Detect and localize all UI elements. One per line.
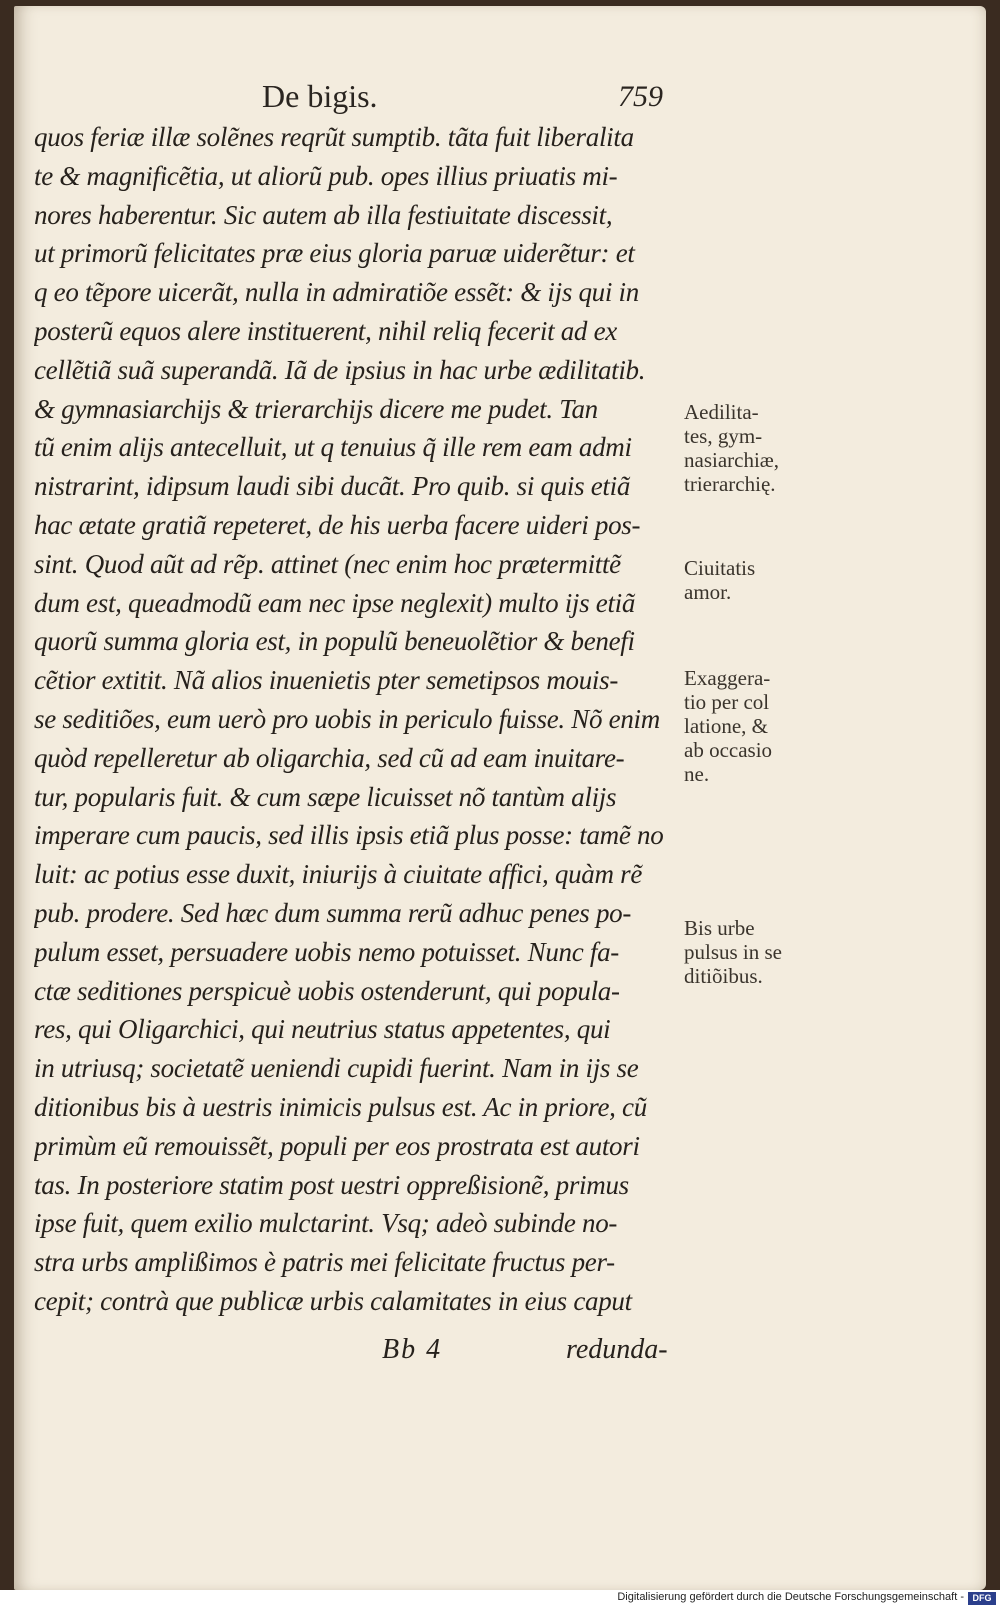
text-line: quorũ summa gloria est, in populũ beneuolẽtior & benefi bbox=[34, 626, 635, 657]
text-line: quòd repelleretur ab oligarchia, sed cũ ad eam inuitare- bbox=[34, 742, 625, 773]
page-footer bbox=[0, 1334, 1000, 1374]
text-line: tas. In posteriore statim post uestri oppreßisionẽ, primus bbox=[34, 1169, 629, 1200]
text-line: ut primorũ felicitates præ eius gloria paruæ uiderẽtur: et bbox=[34, 238, 635, 269]
text-line: & gymnasiarchijs & trierarchijs dicere me pudet. Tan bbox=[34, 393, 598, 424]
text-line: q eo tẽpore uicerãt, nulla in admiratiõe essẽt: & ijs qui in bbox=[34, 277, 639, 308]
text-line: ditionibus bis à uestris inimicis pulsus est. Ac in priore, cũ bbox=[34, 1091, 647, 1122]
marginal-note-exaggeratio: Exaggera- tio per col latione, & ab occasio ne. bbox=[684, 666, 773, 786]
funding-credit: Digitalisierung gefördert durch die Deutsche Forschungsgemeinschaft - bbox=[617, 1591, 964, 1603]
text-line: nistrarint, idipsum laudi sibi ducãt. Pro quib. si quis etiã bbox=[34, 471, 631, 502]
signature-mark: Bb 4 bbox=[382, 1334, 443, 1365]
main-text-block bbox=[34, 118, 684, 1321]
text-line: sint. Quod aũt ad rẽp. attinet (nec enim hoc prætermittẽ bbox=[34, 548, 621, 579]
marginal-note-ciuitatis: Ciuitatis amor. bbox=[684, 556, 756, 604]
text-line: te & magnificẽtia, ut aliorũ pub. opes illius priuatis mi- bbox=[34, 160, 618, 191]
text-line: in utriusq; societatẽ ueniendi cupidi fuerint. Nam in ijs se bbox=[34, 1053, 639, 1084]
text-line: imperare cum paucis, sed illis ipsis etiã plus posse: tamẽ no bbox=[34, 820, 664, 851]
text-line: quos feriæ illæ solẽnes reqrũt sumptib. tãta fuit liberalita bbox=[34, 122, 634, 152]
text-line: cepit; contrà que publicæ urbis calamitates in eius caput bbox=[34, 1285, 632, 1316]
text-line: ipse fuit, quem exilio mulctarint. Vsq; adeò subinde no- bbox=[34, 1208, 618, 1239]
text-line: nores haberentur. Sic autem ab illa festiuitate discessit, bbox=[34, 199, 613, 230]
marginal-note-aedilitates: Aedilita- tes, gym- nasiarchiæ, trierarchię. bbox=[684, 400, 780, 496]
text-line: luit: ac potius esse duxit, iniurijs à ciuitate affici, quàm rẽ bbox=[34, 859, 643, 890]
text-line: tũ enim alijs antecelluit, ut q tenuius q̃ ille rem eam admi bbox=[34, 432, 632, 463]
text-line: cellẽtiã suã superandã. Iã de ipsius in hac urbe ædilitatib. bbox=[34, 354, 646, 385]
text-line: posterũ equos alere instituerent, nihil reliq fecerit ad ex bbox=[34, 315, 617, 346]
text-line: res, qui Oligarchici, qui neutrius status appetentes, qui bbox=[34, 1014, 611, 1045]
text-line: cẽtior extitit. Nã alios inuenietis pter semetipsos mouis- bbox=[34, 665, 619, 696]
text-line: pub. prodere. Sed hæc dum summa rerũ adhuc penes po- bbox=[34, 897, 632, 928]
text-line: hac ætate gratiã repeteret, de his uerba facere uideri pos- bbox=[34, 509, 641, 540]
text-line: pulum esset, persuadere uobis nemo potuisset. Nunc fa- bbox=[34, 936, 619, 967]
page-title: De bigis. bbox=[262, 78, 378, 114]
marginal-note-bis-urbe: Bis urbe pulsus in se ditiõibus. bbox=[684, 916, 783, 988]
text-line: tur, popularis fuit. & cum sæpe licuisset nõ tantùm alijs bbox=[34, 781, 617, 812]
text-line: ctæ seditiones perspicuè uobis ostenderunt, qui popula- bbox=[34, 975, 620, 1006]
page-number: 759 bbox=[618, 80, 663, 113]
text-line: stra urbs amplißimos è patris mei felicitate fructus per- bbox=[34, 1247, 615, 1278]
running-head bbox=[0, 78, 1000, 118]
catchword: redunda- bbox=[566, 1334, 668, 1365]
text-line: dum est, queadmodũ eam nec ipse neglexit) multo ijs etiã bbox=[34, 587, 636, 618]
dfg-logo: DFG bbox=[968, 1592, 996, 1605]
text-line: primùm eũ remouissẽt, populi per eos prostrata est autori bbox=[34, 1130, 640, 1161]
text-line: se seditiões, eum uerò pro uobis in periculo fuisse. Nõ enim bbox=[34, 703, 660, 734]
